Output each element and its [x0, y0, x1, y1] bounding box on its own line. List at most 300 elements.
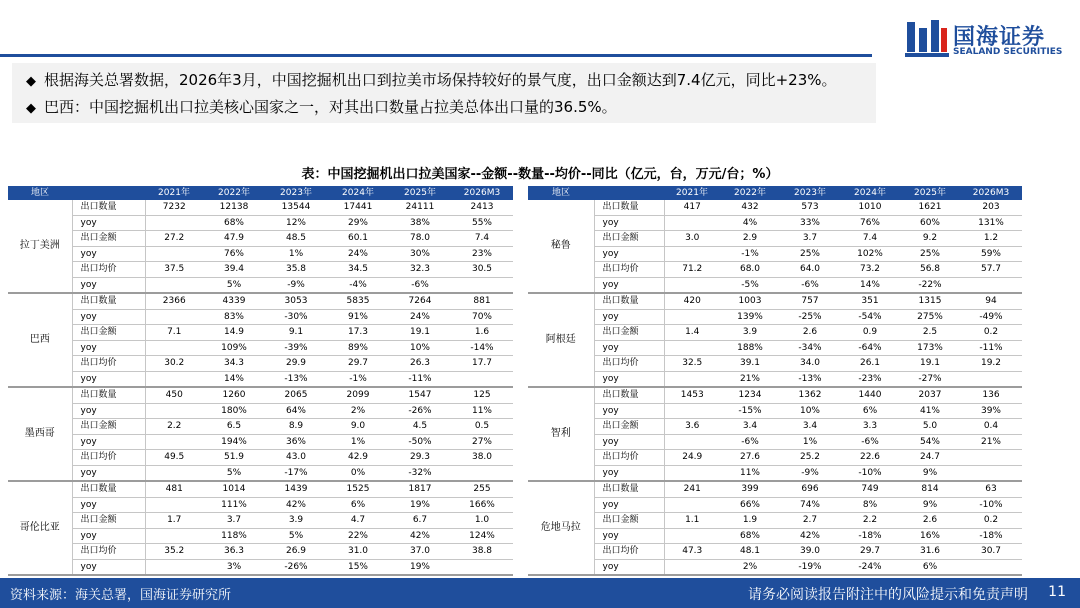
value-cell: 68%: [203, 215, 265, 231]
value-cell: [451, 465, 513, 481]
value-cell: 29%: [327, 215, 389, 231]
table-row: [8, 231, 513, 247]
value-cell: 43.0: [265, 450, 327, 466]
header-cell: 2025年: [389, 186, 451, 200]
value-cell: 30%: [389, 246, 451, 262]
value-cell: -24%: [840, 559, 900, 575]
value-cell: -17%: [265, 465, 327, 481]
value-cell: 25%: [900, 246, 960, 262]
value-cell: 136: [960, 387, 1022, 403]
value-cell: 64.0: [780, 262, 840, 278]
metric-cell: yoy: [594, 528, 664, 544]
value-cell: 26.9: [265, 544, 327, 560]
value-cell: 5%: [265, 528, 327, 544]
table-row: [528, 215, 1022, 231]
metric-cell: 出口金额: [594, 419, 664, 435]
metric-cell: yoy: [72, 434, 145, 450]
value-cell: 17.7: [451, 356, 513, 372]
table-row: [8, 246, 513, 262]
value-cell: 29.7: [840, 544, 900, 560]
table-header-row: [8, 186, 513, 200]
value-cell: 25.2: [780, 450, 840, 466]
summary-box: [12, 63, 876, 123]
table-row: [528, 293, 1022, 309]
value-cell: 24%: [327, 246, 389, 262]
value-cell: 5%: [203, 277, 265, 293]
value-cell: 47.3: [664, 544, 720, 560]
value-cell: 3.6: [664, 419, 720, 435]
metric-cell: yoy: [72, 371, 145, 387]
header-cell: 2024年: [840, 186, 900, 200]
value-cell: 37.5: [145, 262, 203, 278]
metric-cell: yoy: [594, 215, 664, 231]
value-cell: -26%: [265, 559, 327, 575]
value-cell: 24%: [389, 309, 451, 325]
metric-cell: 出口金额: [594, 325, 664, 341]
value-cell: 118%: [203, 528, 265, 544]
value-cell: 36%: [265, 434, 327, 450]
value-cell: [145, 277, 203, 293]
metric-cell: 出口金额: [72, 231, 145, 247]
value-cell: [145, 559, 203, 575]
metric-cell: 出口数量: [594, 387, 664, 403]
value-cell: -6%: [720, 434, 780, 450]
bullet-item: [26, 69, 837, 90]
value-cell: 17.3: [327, 325, 389, 341]
value-cell: 4339: [203, 293, 265, 309]
value-cell: 17441: [327, 200, 389, 215]
header-cell: 2025年: [900, 186, 960, 200]
value-cell: 76%: [203, 246, 265, 262]
value-cell: 399: [720, 481, 780, 497]
table-row: [8, 544, 513, 560]
table-row: [528, 403, 1022, 419]
value-cell: -27%: [900, 371, 960, 387]
table-row: [8, 215, 513, 231]
value-cell: 78.0: [389, 231, 451, 247]
value-cell: 68.0: [720, 262, 780, 278]
header-cell: 2021年: [664, 186, 720, 200]
value-cell: 2.5: [900, 325, 960, 341]
value-cell: 194%: [203, 434, 265, 450]
metric-cell: yoy: [594, 559, 664, 575]
table-row: [528, 465, 1022, 481]
value-cell: 1.2: [960, 231, 1022, 247]
value-cell: 0.2: [960, 513, 1022, 529]
value-cell: 19%: [389, 559, 451, 575]
value-cell: 19%: [389, 497, 451, 513]
value-cell: [664, 340, 720, 356]
value-cell: 1014: [203, 481, 265, 497]
table-row: [528, 387, 1022, 403]
diamond-bullet-icon: ◆: [26, 101, 36, 116]
value-cell: 255: [451, 481, 513, 497]
value-cell: 351: [840, 293, 900, 309]
table-row: [8, 465, 513, 481]
value-cell: 29.3: [389, 450, 451, 466]
value-cell: -23%: [840, 371, 900, 387]
value-cell: 39%: [960, 403, 1022, 419]
value-cell: 9.2: [900, 231, 960, 247]
value-cell: 124%: [451, 528, 513, 544]
value-cell: 6%: [327, 497, 389, 513]
table-row: [528, 231, 1022, 247]
value-cell: 2.2: [840, 513, 900, 529]
header-cell: [72, 186, 145, 200]
value-cell: -54%: [840, 309, 900, 325]
value-cell: -22%: [900, 277, 960, 293]
value-cell: 2065: [265, 387, 327, 403]
value-cell: 5835: [327, 293, 389, 309]
value-cell: 25%: [780, 246, 840, 262]
value-cell: 54%: [900, 434, 960, 450]
value-cell: [145, 246, 203, 262]
value-cell: 573: [780, 200, 840, 215]
logo-name-en: SEALAND SECURITIES: [953, 47, 1063, 57]
value-cell: 26.1: [840, 356, 900, 372]
value-cell: [145, 528, 203, 544]
value-cell: 1%: [327, 434, 389, 450]
table-row: [528, 340, 1022, 356]
bullet-text: 根据海关总署数据，2026年3月，中国挖掘机出口到拉美市场保持较好的景气度，出口金额达到7.4亿元，同比+23%。: [44, 71, 837, 89]
region-cell: 智利: [528, 387, 594, 481]
table-row: [528, 544, 1022, 560]
table-row: [8, 528, 513, 544]
value-cell: 180%: [203, 403, 265, 419]
value-cell: 2413: [451, 200, 513, 215]
metric-cell: yoy: [594, 340, 664, 356]
table-row: [8, 309, 513, 325]
value-cell: 9%: [900, 465, 960, 481]
value-cell: 2%: [720, 559, 780, 575]
metric-cell: yoy: [594, 403, 664, 419]
table-row: [8, 434, 513, 450]
value-cell: 7.4: [840, 231, 900, 247]
metric-cell: yoy: [594, 309, 664, 325]
value-cell: [960, 559, 1022, 575]
value-cell: 111%: [203, 497, 265, 513]
table-row: [8, 325, 513, 341]
metric-cell: yoy: [72, 559, 145, 575]
value-cell: 27%: [451, 434, 513, 450]
right-data-table: [528, 186, 1022, 576]
value-cell: 34.3: [203, 356, 265, 372]
region-cell: 拉丁美洲: [8, 200, 72, 293]
table-row: [528, 277, 1022, 293]
header-cell: 2026M3: [960, 186, 1022, 200]
value-cell: 166%: [451, 497, 513, 513]
metric-cell: yoy: [72, 215, 145, 231]
table-row: [8, 450, 513, 466]
metric-cell: 出口金额: [72, 325, 145, 341]
value-cell: 68%: [720, 528, 780, 544]
metric-cell: 出口数量: [594, 293, 664, 309]
value-cell: 3.3: [840, 419, 900, 435]
value-cell: 7.1: [145, 325, 203, 341]
value-cell: 13544: [265, 200, 327, 215]
value-cell: 11%: [720, 465, 780, 481]
table-row: [8, 497, 513, 513]
table-row: [528, 371, 1022, 387]
value-cell: 39.1: [720, 356, 780, 372]
value-cell: 8%: [840, 497, 900, 513]
value-cell: -50%: [389, 434, 451, 450]
value-cell: 2.6: [780, 325, 840, 341]
value-cell: -10%: [840, 465, 900, 481]
metric-cell: yoy: [72, 277, 145, 293]
value-cell: 1525: [327, 481, 389, 497]
table-row: [8, 513, 513, 529]
value-cell: 5%: [203, 465, 265, 481]
metric-cell: yoy: [594, 277, 664, 293]
value-cell: 1010: [840, 200, 900, 215]
metric-cell: 出口均价: [72, 356, 145, 372]
value-cell: 0.4: [960, 419, 1022, 435]
value-cell: 2%: [327, 403, 389, 419]
value-cell: 1315: [900, 293, 960, 309]
value-cell: 3%: [203, 559, 265, 575]
value-cell: -19%: [780, 559, 840, 575]
table-row: [528, 513, 1022, 529]
value-cell: 1%: [780, 434, 840, 450]
value-cell: [664, 246, 720, 262]
value-cell: 19.1: [389, 325, 451, 341]
value-cell: 12%: [265, 215, 327, 231]
value-cell: 21%: [960, 434, 1022, 450]
value-cell: 34.5: [327, 262, 389, 278]
value-cell: 131%: [960, 215, 1022, 231]
page-number: 11: [1048, 584, 1066, 600]
footer-source: 资料来源：海关总署，国海证券研究所: [10, 588, 232, 603]
value-cell: 24.9: [664, 450, 720, 466]
value-cell: 14%: [203, 371, 265, 387]
value-cell: 7232: [145, 200, 203, 215]
value-cell: 71.2: [664, 262, 720, 278]
sealand-logo-icon: [905, 18, 949, 58]
value-cell: 420: [664, 293, 720, 309]
metric-cell: 出口均价: [594, 450, 664, 466]
value-cell: -6%: [840, 434, 900, 450]
value-cell: 49.5: [145, 450, 203, 466]
table-row: [528, 434, 1022, 450]
value-cell: 76%: [840, 215, 900, 231]
value-cell: 1%: [265, 246, 327, 262]
value-cell: 29.7: [327, 356, 389, 372]
value-cell: [960, 277, 1022, 293]
value-cell: [664, 434, 720, 450]
value-cell: 757: [780, 293, 840, 309]
value-cell: 23%: [451, 246, 513, 262]
value-cell: 60.1: [327, 231, 389, 247]
value-cell: 55%: [451, 215, 513, 231]
value-cell: 0.2: [960, 325, 1022, 341]
metric-cell: 出口数量: [72, 200, 145, 215]
value-cell: 48.5: [265, 231, 327, 247]
metric-cell: yoy: [72, 465, 145, 481]
value-cell: 1439: [265, 481, 327, 497]
value-cell: 5.0: [900, 419, 960, 435]
metric-cell: yoy: [72, 246, 145, 262]
value-cell: [664, 309, 720, 325]
value-cell: 4.5: [389, 419, 451, 435]
value-cell: 2099: [327, 387, 389, 403]
header-cell: 地区: [528, 186, 594, 200]
value-cell: 51.9: [203, 450, 265, 466]
value-cell: [960, 371, 1022, 387]
table-row: [528, 246, 1022, 262]
metric-cell: 出口数量: [72, 481, 145, 497]
value-cell: -11%: [960, 340, 1022, 356]
value-cell: 881: [451, 293, 513, 309]
value-cell: 9%: [900, 497, 960, 513]
region-cell: 巴西: [8, 293, 72, 387]
value-cell: 66%: [720, 497, 780, 513]
value-cell: 38.8: [451, 544, 513, 560]
header-cell: 2026M3: [451, 186, 513, 200]
table-header-row: [528, 186, 1022, 200]
table-row: [528, 200, 1022, 215]
value-cell: [664, 559, 720, 575]
value-cell: 42.9: [327, 450, 389, 466]
value-cell: -13%: [265, 371, 327, 387]
value-cell: [664, 497, 720, 513]
value-cell: -6%: [780, 277, 840, 293]
region-cell: 哥伦比亚: [8, 481, 72, 575]
table-row: [528, 528, 1022, 544]
value-cell: 31.6: [900, 544, 960, 560]
value-cell: 2037: [900, 387, 960, 403]
value-cell: 12138: [203, 200, 265, 215]
value-cell: 73.2: [840, 262, 900, 278]
value-cell: 6.7: [389, 513, 451, 529]
header-cell: 地区: [8, 186, 72, 200]
value-cell: 1260: [203, 387, 265, 403]
value-cell: -4%: [327, 277, 389, 293]
value-cell: 450: [145, 387, 203, 403]
value-cell: 21%: [720, 371, 780, 387]
value-cell: 35.8: [265, 262, 327, 278]
value-cell: 203: [960, 200, 1022, 215]
value-cell: 22%: [327, 528, 389, 544]
value-cell: [145, 371, 203, 387]
company-logo: [905, 18, 1065, 62]
value-cell: 83%: [203, 309, 265, 325]
value-cell: [145, 465, 203, 481]
value-cell: 0%: [327, 465, 389, 481]
table-row: [8, 293, 513, 309]
value-cell: 57.7: [960, 262, 1022, 278]
value-cell: -5%: [720, 277, 780, 293]
value-cell: 125: [451, 387, 513, 403]
value-cell: 64%: [265, 403, 327, 419]
table-row: [8, 356, 513, 372]
value-cell: 6%: [900, 559, 960, 575]
metric-cell: 出口均价: [594, 544, 664, 560]
header-cell: [594, 186, 664, 200]
value-cell: 3053: [265, 293, 327, 309]
metric-cell: 出口数量: [72, 293, 145, 309]
value-cell: -15%: [720, 403, 780, 419]
table-row: [8, 277, 513, 293]
table-row: [528, 325, 1022, 341]
value-cell: [664, 403, 720, 419]
value-cell: -9%: [780, 465, 840, 481]
value-cell: -39%: [265, 340, 327, 356]
value-cell: -1%: [327, 371, 389, 387]
header-cell: 2023年: [780, 186, 840, 200]
value-cell: 8.9: [265, 419, 327, 435]
value-cell: 1234: [720, 387, 780, 403]
value-cell: [145, 497, 203, 513]
value-cell: 24111: [389, 200, 451, 215]
table-row: [528, 481, 1022, 497]
value-cell: 2.2: [145, 419, 203, 435]
metric-cell: 出口均价: [72, 262, 145, 278]
value-cell: 432: [720, 200, 780, 215]
value-cell: 74%: [780, 497, 840, 513]
region-cell: 阿根廷: [528, 293, 594, 387]
value-cell: 70%: [451, 309, 513, 325]
value-cell: 24.7: [900, 450, 960, 466]
metric-cell: 出口数量: [594, 481, 664, 497]
value-cell: 1.4: [664, 325, 720, 341]
value-cell: 102%: [840, 246, 900, 262]
value-cell: -13%: [780, 371, 840, 387]
value-cell: 32.5: [664, 356, 720, 372]
value-cell: 41%: [900, 403, 960, 419]
value-cell: [664, 528, 720, 544]
value-cell: 275%: [900, 309, 960, 325]
value-cell: 89%: [327, 340, 389, 356]
value-cell: 1817: [389, 481, 451, 497]
value-cell: -25%: [780, 309, 840, 325]
value-cell: 2.9: [720, 231, 780, 247]
value-cell: 1.0: [451, 513, 513, 529]
value-cell: 749: [840, 481, 900, 497]
value-cell: 36.3: [203, 544, 265, 560]
value-cell: [451, 371, 513, 387]
value-cell: [664, 277, 720, 293]
value-cell: 10%: [780, 403, 840, 419]
metric-cell: yoy: [594, 371, 664, 387]
value-cell: 15%: [327, 559, 389, 575]
value-cell: 35.2: [145, 544, 203, 560]
value-cell: 94: [960, 293, 1022, 309]
metric-cell: 出口均价: [72, 544, 145, 560]
metric-cell: yoy: [72, 403, 145, 419]
value-cell: 1547: [389, 387, 451, 403]
region-cell: 危地马拉: [528, 481, 594, 575]
value-cell: 3.4: [780, 419, 840, 435]
value-cell: 9.1: [265, 325, 327, 341]
table-row: [8, 419, 513, 435]
table-title: 表：中国挖掘机出口拉美国家--金额--数量--均价--同比（亿元，台，万元/台；%）: [301, 167, 779, 182]
value-cell: -14%: [451, 340, 513, 356]
value-cell: 22.6: [840, 450, 900, 466]
value-cell: [664, 465, 720, 481]
value-cell: 56.8: [900, 262, 960, 278]
value-cell: 3.7: [203, 513, 265, 529]
value-cell: 19.1: [900, 356, 960, 372]
value-cell: -34%: [780, 340, 840, 356]
value-cell: -1%: [720, 246, 780, 262]
value-cell: 39.0: [780, 544, 840, 560]
value-cell: -30%: [265, 309, 327, 325]
metric-cell: 出口金额: [594, 231, 664, 247]
value-cell: 3.7: [780, 231, 840, 247]
metric-cell: yoy: [594, 497, 664, 513]
value-cell: 30.5: [451, 262, 513, 278]
